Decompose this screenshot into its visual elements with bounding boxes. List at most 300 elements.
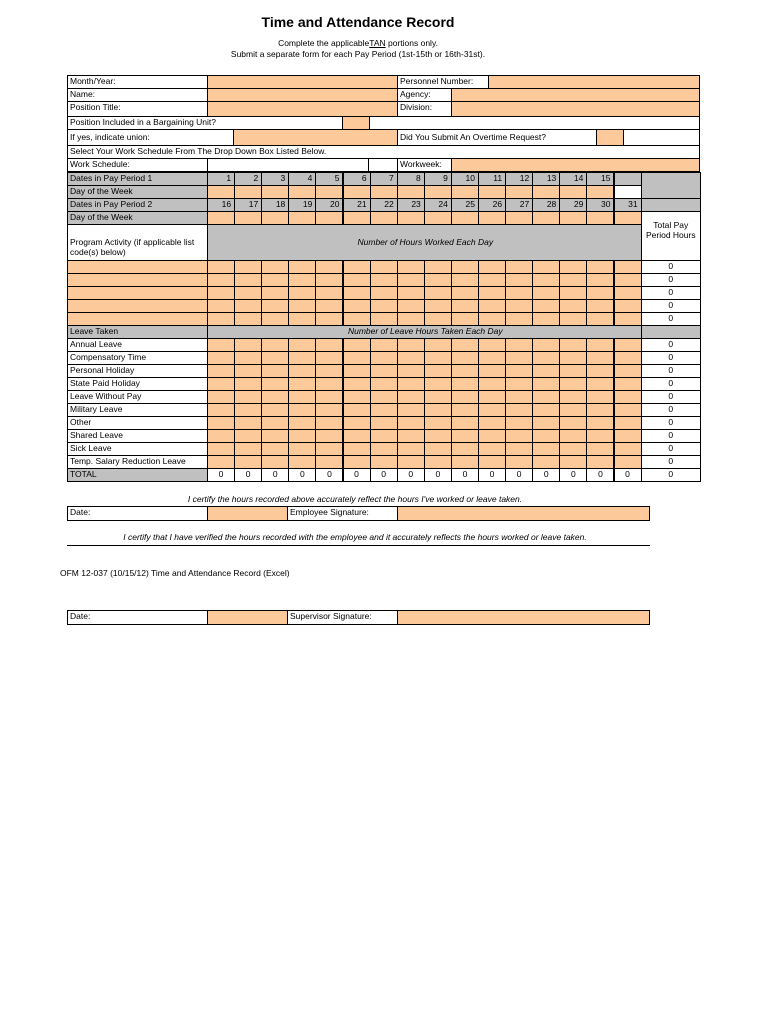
leave-hours-cell[interactable]	[288, 442, 316, 456]
leave-hours-cell[interactable]	[505, 429, 533, 443]
leave-hours-cell[interactable]	[559, 377, 587, 391]
leave-hours-cell[interactable]	[343, 351, 371, 365]
personnel-number-field[interactable]	[488, 75, 700, 89]
employee-date-field[interactable]	[207, 506, 288, 521]
day-of-week-p1-cell[interactable]	[586, 185, 614, 199]
program-code-field[interactable]	[67, 312, 208, 326]
program-hours-cell[interactable]	[424, 299, 452, 313]
leave-hours-cell[interactable]	[234, 364, 262, 378]
leave-hours-cell[interactable]	[559, 455, 587, 469]
program-hours-cell[interactable]	[559, 299, 587, 313]
program-hours-cell[interactable]	[261, 273, 289, 287]
program-hours-cell[interactable]	[207, 286, 235, 300]
leave-hours-cell[interactable]	[207, 338, 235, 352]
leave-hours-cell[interactable]	[288, 351, 316, 365]
leave-hours-cell[interactable]	[234, 351, 262, 365]
day-of-week-p2-cell[interactable]	[234, 211, 262, 225]
day-of-week-p2-cell[interactable]	[532, 211, 560, 225]
date-p1-cell: 11	[478, 172, 506, 186]
day-of-week-p2-cell[interactable]	[315, 211, 343, 225]
leave-hours-cell[interactable]	[424, 364, 452, 378]
program-hours-cell[interactable]	[614, 286, 642, 300]
leave-hours-cell[interactable]	[343, 403, 371, 417]
program-hours-cell[interactable]	[505, 273, 533, 287]
leave-hours-cell[interactable]	[288, 403, 316, 417]
leave-hours-cell[interactable]	[424, 416, 452, 430]
leave-hours-cell[interactable]	[207, 429, 235, 443]
leave-hours-cell[interactable]	[614, 455, 642, 469]
leave-hours-cell[interactable]	[478, 351, 506, 365]
leave-hours-cell[interactable]	[397, 442, 425, 456]
leave-hours-cell[interactable]	[343, 442, 371, 456]
day-of-week-p1-cell[interactable]	[424, 185, 452, 199]
leave-hours-cell[interactable]	[288, 338, 316, 352]
leave-hours-cell[interactable]	[451, 351, 479, 365]
leave-hours-cell[interactable]	[505, 442, 533, 456]
leave-hours-cell[interactable]	[343, 364, 371, 378]
program-hours-cell[interactable]	[451, 299, 479, 313]
leave-hours-cell[interactable]	[370, 390, 398, 404]
leave-hours-cell[interactable]	[207, 351, 235, 365]
leave-hours-cell[interactable]	[397, 338, 425, 352]
leave-hours-cell[interactable]	[478, 455, 506, 469]
day-of-week-p2-cell[interactable]	[397, 211, 425, 225]
day-of-week-p2-cell[interactable]	[207, 211, 235, 225]
leave-hours-cell[interactable]	[315, 455, 343, 469]
day-of-week-p2-cell[interactable]	[370, 211, 398, 225]
leave-hours-cell[interactable]	[424, 429, 452, 443]
leave-hours-cell[interactable]	[288, 455, 316, 469]
leave-hours-cell[interactable]	[532, 429, 560, 443]
program-hours-cell[interactable]	[234, 286, 262, 300]
leave-hours-cell[interactable]	[424, 338, 452, 352]
leave-hours-cell[interactable]	[343, 338, 371, 352]
leave-hours-cell[interactable]	[478, 403, 506, 417]
leave-hours-cell[interactable]	[234, 429, 262, 443]
program-hours-cell[interactable]	[315, 286, 343, 300]
leave-hours-cell[interactable]	[370, 416, 398, 430]
program-hours-cell[interactable]	[532, 312, 560, 326]
program-hours-cell[interactable]	[343, 299, 371, 313]
employee-certification-text: I certify the hours recorded above accurately reflect the hours I've worked or leave taken.	[187, 494, 523, 504]
program-hours-cell[interactable]	[586, 312, 614, 326]
day-of-week-p1-cell[interactable]	[370, 185, 398, 199]
union-field[interactable]	[233, 129, 398, 146]
program-hours-cell[interactable]	[315, 312, 343, 326]
program-hours-cell[interactable]	[207, 312, 235, 326]
day-of-week-p1-cell[interactable]	[288, 185, 316, 199]
leave-hours-cell[interactable]	[478, 390, 506, 404]
leave-hours-cell[interactable]	[370, 351, 398, 365]
month-year-field[interactable]	[207, 75, 398, 89]
leave-hours-cell[interactable]	[532, 455, 560, 469]
day-of-week-p2-cell[interactable]	[288, 211, 316, 225]
day-of-week-p2-cell[interactable]	[261, 211, 289, 225]
program-hours-cell[interactable]	[343, 273, 371, 287]
day-of-week-p2-cell[interactable]	[424, 211, 452, 225]
program-hours-cell[interactable]	[478, 312, 506, 326]
leave-hours-cell[interactable]	[505, 416, 533, 430]
leave-hours-cell[interactable]	[586, 351, 614, 365]
position-title-field[interactable]	[207, 101, 398, 117]
leave-hours-cell[interactable]	[614, 403, 642, 417]
program-hours-cell[interactable]	[478, 273, 506, 287]
program-hours-cell[interactable]	[559, 273, 587, 287]
day-of-week-p2-cell[interactable]	[343, 211, 371, 225]
leave-hours-cell[interactable]	[559, 416, 587, 430]
leave-hours-cell[interactable]	[505, 338, 533, 352]
leave-hours-cell[interactable]	[614, 338, 642, 352]
leave-hours-cell[interactable]	[451, 338, 479, 352]
program-hours-cell[interactable]	[315, 299, 343, 313]
leave-hours-cell[interactable]	[559, 429, 587, 443]
leave-hours-cell[interactable]	[397, 364, 425, 378]
leave-hours-cell[interactable]	[261, 364, 289, 378]
leave-hours-cell[interactable]	[505, 364, 533, 378]
leave-hours-cell[interactable]	[478, 338, 506, 352]
leave-hours-cell[interactable]	[315, 390, 343, 404]
leave-hours-cell[interactable]	[234, 390, 262, 404]
leave-hours-cell[interactable]	[343, 390, 371, 404]
program-hours-cell[interactable]	[261, 299, 289, 313]
program-hours-cell[interactable]	[532, 286, 560, 300]
leave-hours-cell[interactable]	[478, 416, 506, 430]
leave-hours-cell[interactable]	[234, 338, 262, 352]
program-hours-cell[interactable]	[424, 286, 452, 300]
day-of-week-p1-cell[interactable]	[397, 185, 425, 199]
program-hours-cell[interactable]	[586, 299, 614, 313]
leave-hours-cell[interactable]	[532, 338, 560, 352]
day-of-week-p2-cell[interactable]	[478, 211, 506, 225]
program-hours-cell[interactable]	[234, 312, 262, 326]
leave-hours-cell[interactable]	[207, 442, 235, 456]
program-hours-cell[interactable]	[451, 312, 479, 326]
program-hours-cell[interactable]	[261, 312, 289, 326]
leave-hours-cell[interactable]	[288, 390, 316, 404]
leave-hours-cell[interactable]	[478, 429, 506, 443]
program-hours-cell[interactable]	[424, 273, 452, 287]
leave-hours-cell[interactable]	[586, 403, 614, 417]
program-hours-cell[interactable]	[397, 260, 425, 274]
program-hours-cell[interactable]	[397, 273, 425, 287]
program-hours-cell[interactable]	[505, 299, 533, 313]
workweek-field[interactable]	[451, 158, 700, 172]
leave-hours-cell[interactable]	[559, 364, 587, 378]
leave-hours-cell[interactable]	[207, 377, 235, 391]
leave-hours-cell[interactable]	[370, 364, 398, 378]
leave-type-label: Shared Leave	[67, 429, 208, 443]
program-hours-cell[interactable]	[315, 260, 343, 274]
leave-hours-cell[interactable]	[505, 377, 533, 391]
name-field[interactable]	[207, 88, 398, 102]
program-hours-cell[interactable]	[532, 260, 560, 274]
day-of-week-p1-cell[interactable]	[261, 185, 289, 199]
leave-hours-cell[interactable]	[451, 455, 479, 469]
program-code-field[interactable]	[67, 260, 208, 274]
leave-hours-cell[interactable]	[288, 416, 316, 430]
program-hours-cell[interactable]	[261, 260, 289, 274]
day-of-week-p1-cell[interactable]	[207, 185, 235, 199]
program-hours-cell[interactable]	[614, 260, 642, 274]
leave-hours-cell[interactable]	[586, 390, 614, 404]
leave-hours-cell[interactable]	[397, 390, 425, 404]
program-hours-cell[interactable]	[370, 286, 398, 300]
program-hours-cell[interactable]	[288, 312, 316, 326]
leave-hours-cell[interactable]	[559, 403, 587, 417]
program-hours-cell[interactable]	[207, 273, 235, 287]
leave-hours-cell[interactable]	[586, 416, 614, 430]
program-hours-cell[interactable]	[559, 286, 587, 300]
leave-hours-cell[interactable]	[370, 403, 398, 417]
leave-hours-cell[interactable]	[261, 455, 289, 469]
program-hours-cell[interactable]	[397, 299, 425, 313]
leave-hours-cell[interactable]	[532, 442, 560, 456]
leave-hours-cell[interactable]	[261, 377, 289, 391]
program-hours-cell[interactable]	[288, 299, 316, 313]
leave-hours-cell[interactable]	[315, 403, 343, 417]
total-spacer	[641, 172, 701, 199]
program-hours-cell[interactable]	[207, 299, 235, 313]
day-of-week-p1-cell[interactable]	[505, 185, 533, 199]
leave-hours-cell[interactable]	[614, 442, 642, 456]
day-of-week-p2-cell[interactable]	[559, 211, 587, 225]
leave-hours-cell[interactable]	[559, 442, 587, 456]
program-code-field[interactable]	[67, 273, 208, 287]
leave-hours-cell[interactable]	[424, 390, 452, 404]
program-hours-cell[interactable]	[586, 260, 614, 274]
day-of-week-p2-cell[interactable]	[614, 211, 642, 225]
leave-hours-cell[interactable]	[532, 403, 560, 417]
program-hours-cell[interactable]	[451, 286, 479, 300]
program-hours-cell[interactable]	[370, 273, 398, 287]
day-of-week-p1-cell[interactable]	[532, 185, 560, 199]
leave-hours-cell[interactable]	[478, 364, 506, 378]
program-hours-cell[interactable]	[397, 286, 425, 300]
leave-hours-cell[interactable]	[234, 455, 262, 469]
leave-hours-cell[interactable]	[261, 351, 289, 365]
leave-hours-cell[interactable]	[207, 390, 235, 404]
leave-hours-cell[interactable]	[451, 390, 479, 404]
program-hours-cell[interactable]	[424, 312, 452, 326]
leave-hours-cell[interactable]	[370, 442, 398, 456]
day-of-week-p1-cell[interactable]	[451, 185, 479, 199]
program-hours-cell[interactable]	[532, 273, 560, 287]
leave-hours-cell[interactable]	[451, 403, 479, 417]
leave-hours-cell[interactable]	[234, 442, 262, 456]
program-hours-cell[interactable]	[261, 286, 289, 300]
program-hours-cell[interactable]	[451, 260, 479, 274]
leave-hours-cell[interactable]	[505, 403, 533, 417]
leave-hours-cell[interactable]	[370, 455, 398, 469]
program-hours-cell[interactable]	[614, 299, 642, 313]
day-of-week-p2-cell[interactable]	[586, 211, 614, 225]
date-p2-cell: 16	[207, 198, 235, 212]
leave-hours-cell[interactable]	[261, 338, 289, 352]
leave-hours-cell[interactable]	[424, 403, 452, 417]
leave-hours-cell[interactable]	[478, 442, 506, 456]
leave-hours-cell[interactable]	[397, 351, 425, 365]
leave-hours-cell[interactable]	[370, 377, 398, 391]
day-of-week-p1-cell[interactable]	[343, 185, 371, 199]
leave-hours-cell[interactable]	[532, 351, 560, 365]
program-hours-cell[interactable]	[614, 312, 642, 326]
leave-hours-cell[interactable]	[614, 390, 642, 404]
program-hours-cell[interactable]	[505, 312, 533, 326]
program-hours-cell[interactable]	[370, 260, 398, 274]
leave-hours-cell[interactable]	[424, 442, 452, 456]
leave-hours-cell[interactable]	[614, 351, 642, 365]
leave-hours-cell[interactable]	[586, 377, 614, 391]
work-schedule-dropdown[interactable]	[207, 158, 369, 172]
leave-hours-cell[interactable]	[614, 429, 642, 443]
overtime-field[interactable]	[596, 129, 624, 146]
program-hours-cell[interactable]	[207, 260, 235, 274]
leave-hours-cell[interactable]	[261, 403, 289, 417]
leave-hours-cell[interactable]	[343, 429, 371, 443]
total-label: TOTAL	[67, 468, 208, 482]
division-field[interactable]	[451, 101, 700, 117]
leave-hours-cell[interactable]	[451, 416, 479, 430]
leave-hours-cell[interactable]	[315, 429, 343, 443]
leave-hours-cell[interactable]	[315, 416, 343, 430]
leave-hours-cell[interactable]	[559, 338, 587, 352]
program-hours-cell[interactable]	[343, 260, 371, 274]
leave-hours-cell[interactable]	[261, 390, 289, 404]
program-hours-cell[interactable]	[288, 273, 316, 287]
leave-hours-cell[interactable]	[261, 416, 289, 430]
day-of-week-p1-cell[interactable]	[478, 185, 506, 199]
leave-hours-cell[interactable]	[343, 377, 371, 391]
leave-hours-cell[interactable]	[559, 390, 587, 404]
leave-hours-cell[interactable]	[559, 351, 587, 365]
leave-hours-cell[interactable]	[315, 351, 343, 365]
leave-hours-cell[interactable]	[532, 416, 560, 430]
leave-hours-cell[interactable]	[586, 429, 614, 443]
program-hours-cell[interactable]	[451, 273, 479, 287]
program-code-field[interactable]	[67, 299, 208, 313]
day-of-week-p2-cell[interactable]	[505, 211, 533, 225]
leave-type-label: Military Leave	[67, 403, 208, 417]
leave-hours-cell[interactable]	[451, 377, 479, 391]
bargaining-unit-field[interactable]	[342, 116, 370, 130]
leave-hours-cell[interactable]	[288, 429, 316, 443]
leave-hours-cell[interactable]	[424, 351, 452, 365]
program-hours-cell[interactable]	[234, 260, 262, 274]
leave-hours-cell[interactable]	[424, 377, 452, 391]
work-schedule-label: Work Schedule:	[67, 158, 208, 172]
program-hours-cell[interactable]	[586, 286, 614, 300]
leave-hours-cell[interactable]	[397, 429, 425, 443]
leave-hours-cell[interactable]	[261, 442, 289, 456]
leave-hours-cell[interactable]	[505, 455, 533, 469]
program-hours-cell[interactable]	[315, 273, 343, 287]
program-hours-cell[interactable]	[586, 273, 614, 287]
program-hours-cell[interactable]	[343, 312, 371, 326]
leave-hours-cell[interactable]	[397, 403, 425, 417]
leave-hours-cell[interactable]	[261, 429, 289, 443]
program-hours-cell[interactable]	[370, 312, 398, 326]
program-hours-cell[interactable]	[288, 260, 316, 274]
leave-hours-cell[interactable]	[315, 338, 343, 352]
program-code-field[interactable]	[67, 286, 208, 300]
program-hours-cell[interactable]	[532, 299, 560, 313]
leave-hours-cell[interactable]	[586, 338, 614, 352]
supervisor-signature-field[interactable]	[397, 610, 650, 625]
leave-hours-cell[interactable]	[505, 351, 533, 365]
leave-hours-cell[interactable]	[234, 403, 262, 417]
program-hours-cell[interactable]	[343, 286, 371, 300]
leave-hours-cell[interactable]	[288, 377, 316, 391]
leave-hours-cell[interactable]	[370, 338, 398, 352]
day-of-week-p2-cell[interactable]	[451, 211, 479, 225]
program-hours-cell[interactable]	[559, 312, 587, 326]
day-of-week-p1-cell[interactable]	[234, 185, 262, 199]
leave-hours-cell[interactable]	[207, 455, 235, 469]
leave-hours-cell[interactable]	[315, 442, 343, 456]
leave-hours-cell[interactable]	[614, 364, 642, 378]
program-total-cell: 0	[641, 273, 701, 287]
leave-hours-cell[interactable]	[207, 364, 235, 378]
program-hours-cell[interactable]	[614, 273, 642, 287]
leave-hours-cell[interactable]	[234, 416, 262, 430]
program-hours-cell[interactable]	[478, 286, 506, 300]
leave-hours-cell[interactable]	[234, 377, 262, 391]
leave-hours-cell[interactable]	[207, 403, 235, 417]
program-hours-cell[interactable]	[478, 299, 506, 313]
leave-hours-cell[interactable]	[532, 390, 560, 404]
leave-hours-cell[interactable]	[424, 455, 452, 469]
agency-field[interactable]	[451, 88, 700, 102]
program-hours-cell[interactable]	[424, 260, 452, 274]
program-hours-cell[interactable]	[397, 312, 425, 326]
leave-hours-cell[interactable]	[288, 364, 316, 378]
leave-hours-cell[interactable]	[451, 429, 479, 443]
leave-hours-cell[interactable]	[397, 416, 425, 430]
leave-hours-cell[interactable]	[207, 416, 235, 430]
program-hours-cell[interactable]	[370, 299, 398, 313]
leave-hours-cell[interactable]	[614, 377, 642, 391]
leave-hours-cell[interactable]	[586, 442, 614, 456]
program-hours-cell[interactable]	[478, 260, 506, 274]
leave-hours-cell[interactable]	[532, 364, 560, 378]
employee-signature-field[interactable]	[397, 506, 650, 521]
leave-hours-cell[interactable]	[397, 377, 425, 391]
program-hours-cell[interactable]	[288, 286, 316, 300]
leave-hours-cell[interactable]	[370, 429, 398, 443]
program-hours-cell[interactable]	[234, 299, 262, 313]
leave-hours-cell[interactable]	[451, 442, 479, 456]
leave-hours-cell[interactable]	[343, 455, 371, 469]
supervisor-date-field[interactable]	[207, 610, 288, 625]
program-hours-cell[interactable]	[505, 260, 533, 274]
leave-hours-cell[interactable]	[451, 364, 479, 378]
leave-hours-cell[interactable]	[586, 364, 614, 378]
leave-hours-cell[interactable]	[315, 377, 343, 391]
leave-hours-cell[interactable]	[532, 377, 560, 391]
leave-hours-cell[interactable]	[343, 416, 371, 430]
program-hours-cell[interactable]	[234, 273, 262, 287]
leave-hours-cell[interactable]	[505, 390, 533, 404]
leave-hours-cell[interactable]	[478, 377, 506, 391]
leave-hours-cell[interactable]	[397, 455, 425, 469]
leave-hours-cell[interactable]	[586, 455, 614, 469]
day-of-week-p1-cell[interactable]	[559, 185, 587, 199]
program-hours-cell[interactable]	[505, 286, 533, 300]
leave-hours-cell[interactable]	[315, 364, 343, 378]
program-hours-cell[interactable]	[559, 260, 587, 274]
leave-hours-cell[interactable]	[614, 416, 642, 430]
day-of-week-p1-cell[interactable]	[315, 185, 343, 199]
